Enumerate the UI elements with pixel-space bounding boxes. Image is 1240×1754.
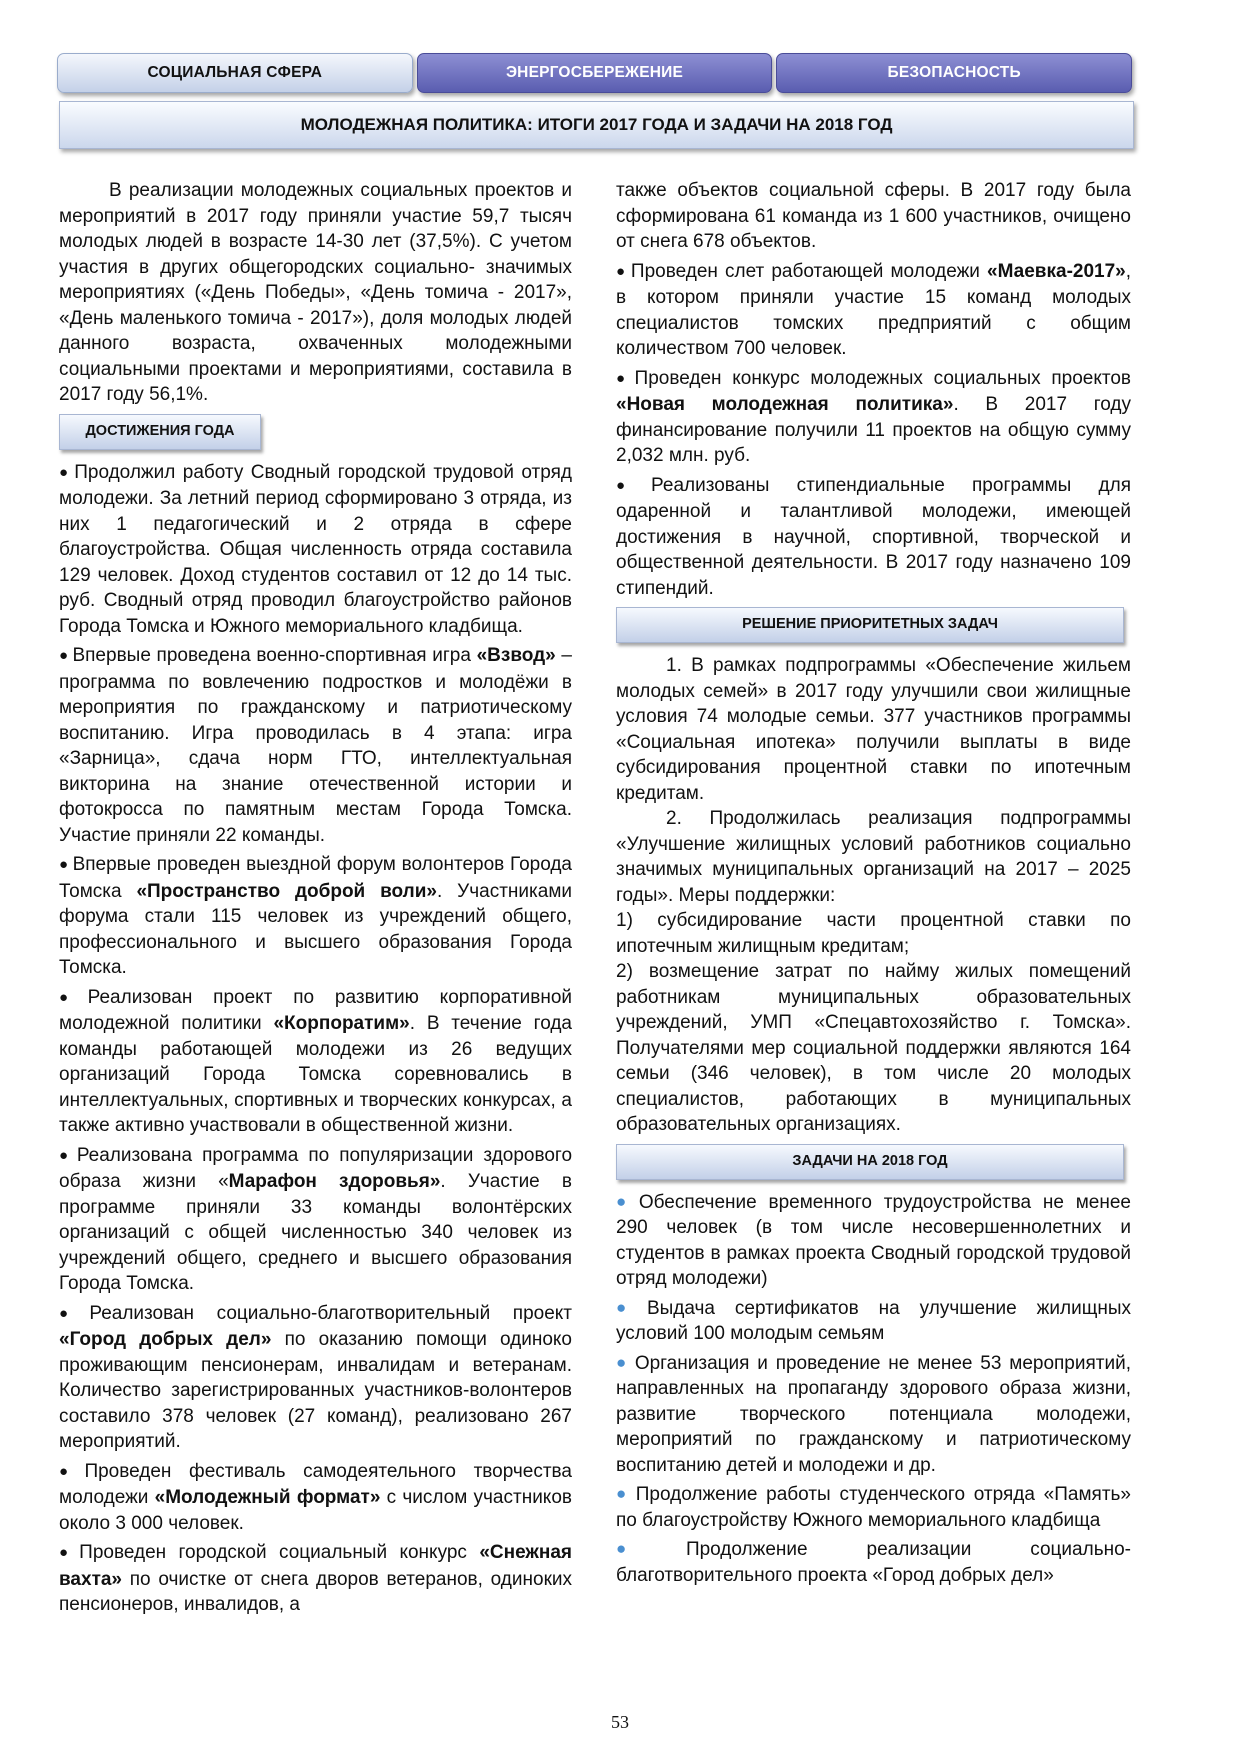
continued-paragraph: также объектов социальной сферы. В 2017 году была сформирована 61 команда из 1 600 участников, очищено от снега 678 объектов. <box>616 180 1131 252</box>
priority-paragraph: 1) субсидирование части процентной ставки по ипотечным жилищным кредитам; <box>616 910 1131 957</box>
list-item: ● Проведен слет работающей молодежи «Маевка-2017», в котором приняли участие 15 команд молодых специалистов томских предприятий с общим количеством 700 человек. <box>616 260 1132 359</box>
right-column <box>616 178 1131 1588</box>
page-number: 53 <box>611 1712 629 1732</box>
bullet-icon: ● <box>616 262 627 280</box>
bullet-icon: ● <box>59 1462 81 1480</box>
priority-paragraph: 2) возмещение затрат по найму жилых помещений работникам муниципальных образовательных учреждений, УМП «Спецавтохозяйство г. Томска». Получателями мер социальной поддержки являются 164 семьи (346 человек), в том числе 20 молодых специалистов, работающих в муниципальных образовательных организациях. <box>616 961 1131 1135</box>
list-item: ● Выдача сертификатов на улучшение жилищных условий 100 молодым семьям <box>616 1297 1131 1344</box>
intro-paragraph: В реализации молодежных социальных проектов и мероприятий в 2017 году приняли участие 59,7 тысяч молодых людей в возрасте 14-30 лет (37,5%). С учетом участия в других общегородских социально- значимых мероприятиях («День Победы», «День томича - 2017», «День маленького томича - 2017»), доля молодых людей данного возраста, охваченных молодежными социальными проектами и мероприятиями, составила в 2017 году 56,1%. <box>59 180 572 405</box>
list-item: ● Впервые проведена военно-спортивная игра «Взвод» – программа по вовлечению подростков и молодёжи в мероприятия по гражданскому и патриотическому воспитанию. Игра проводилась в 4 этапа: игра «Зарница», сдача норм ГТО, интеллектуальная викторина на знание отечественной истории и фотокросса по памятным местам Города Томска. Участие приняли 22 команды. <box>59 645 572 846</box>
bullet-icon: ● <box>59 1544 76 1561</box>
list-item: ● Проведен городской социальный конкурс «Снежная вахта» по очистке от снега дворов ветеранов, одиноких пенсионеров, инвалидов, а <box>59 1542 572 1615</box>
bullet-icon: ● <box>616 1191 633 1211</box>
bullet-icon: ● <box>59 988 84 1006</box>
bullet-icon: ● <box>616 1352 629 1372</box>
bullet-icon: ● <box>616 476 648 494</box>
list-item: ● Реализован социально-благотворительный проект «Город добрых дел» по оказанию помощи одиноко проживающим пенсионерам, инвалидам и ветеранам. Количество зарегистрированных участников-волонтеров составило 378 человек (27 команд), реализовано 267 мероприятий. <box>59 1302 573 1452</box>
list-item: ● Продолжение работы студенческого отряда «Память» по благоустройству Южного мемориального кладбища <box>616 1484 1131 1531</box>
list-item: ● Продолжение реализации социально-благотворительного проекта «Город добрых дел» <box>616 1539 1131 1586</box>
tab-security[interactable]: БЕЗОПАСНОСТЬ <box>776 53 1132 93</box>
bullet-icon: ● <box>616 1484 630 1503</box>
bullet-icon: ● <box>616 369 631 387</box>
bullet-icon: ● <box>59 463 71 481</box>
list-item: ● Обеспечение временного трудоустройства не менее 290 человек (в том числе несовершеннолетних и студентов в рамках проекта Сводный городской трудовой отряд молодежи) <box>616 1191 1131 1289</box>
list-item: ● Проведен фестиваль самодеятельного творчества молодежи «Молодежный формат» с числом участников около 3 000 человек. <box>59 1460 572 1534</box>
list-item: ● Продолжил работу Сводный городской трудовой отряд молодежи. За летний период сформировано 3 отряда, из них 1 педагогический и 2 отряда в сфере благоустройства. Общая численность отряда составила 129 человек. Доход студентов составил от 12 до 14 тыс. руб. Сводный отряд проводил благоустройство районов Города Томска и Южного мемориального кладбища. <box>59 461 572 637</box>
list-item: ● Организация и проведение не менее 53 мероприятий, направленных на пропаганду здорового образа жизни, развитие творческого потенциала молодежи, мероприятий по гражданскому и патриотическому воспитанию детей и молодежи и др. <box>616 1352 1131 1476</box>
list-item: ● Реализована программа по популяризации здорового образа жизни «Марафон здоровья». Участие в программе приняли 33 команды волонтёрских организаций с общей численностью 340 человек из учреждений общего, среднего и высшего образования Города Томска. <box>59 1144 573 1294</box>
achievements-heading: ДОСТИЖЕНИЯ ГОДА <box>59 414 261 450</box>
left-column <box>59 178 572 1618</box>
bullet-icon: ● <box>59 1304 86 1322</box>
tab-social[interactable]: СОЦИАЛЬНАЯ СФЕРА <box>57 53 413 93</box>
bullet-icon: ● <box>59 1146 73 1164</box>
page-title: МОЛОДЕЖНАЯ ПОЛИТИКА: ИТОГИ 2017 ГОДА И ЗАДАЧИ НА 2018 ГОД <box>59 101 1134 149</box>
priority-tasks-heading: РЕШЕНИЕ ПРИОРИТЕТНЫХ ЗАДАЧ <box>616 607 1124 643</box>
tasks-2018-heading: ЗАДАЧИ НА 2018 ГОД <box>616 1144 1124 1180</box>
list-item: ● Проведен конкурс молодежных социальных проектов «Новая молодежная политика». В 2017 году финансирование получили 11 проектов на общую сумму 2,032 млн. руб. <box>616 367 1132 466</box>
bullet-icon: ● <box>59 647 69 664</box>
bullet-icon: ● <box>59 856 69 873</box>
priority-paragraph: 1. В рамках подпрограммы «Обеспечение жильем молодых семей» в 2017 году улучшили свои жилищные условия 74 молодые семьи. 377 участников программы «Социальная ипотека» получили выплаты в виде субсидирования процентной ставки по ипотечным кредитам. <box>616 655 1131 804</box>
list-item: ● Реализован проект по развитию корпоративной молодежной политики «Корпоратим». В течение года команды работающей молодежи из 26 ведущих организаций Города Томска соревновались в интеллектуальных, спортивных и творческих конкурсах, а также активно участвовали в общественной жизни. <box>59 986 572 1136</box>
list-item: ● Впервые проведен выездной форум волонтеров Города Томска «Пространство доброй воли». Участниками форума стали 115 человек из учреждений общего, профессионального и высшего образования Города Томска. <box>59 854 573 978</box>
priority-paragraph: 2. Продолжилась реализация подпрограммы «Улучшение жилищных условий работников социально значимых муниципальных организаций на 2017 – 2025 годы». Меры поддержки: <box>616 808 1131 906</box>
tab-energy-saving[interactable]: ЭНЕРГОСБЕРЕЖЕНИЕ <box>417 53 773 93</box>
list-item: ● Реализованы стипендиальные программы для одаренной и талантливой молодежи, имеющей достижения в научной, спортивной, творческой и общественной деятельности. В 2017 году назначено 109 стипендий. <box>616 474 1132 599</box>
bullet-icon: ● <box>616 1539 680 1558</box>
top-nav-tabs <box>57 53 1132 93</box>
bullet-icon: ● <box>616 1297 641 1317</box>
